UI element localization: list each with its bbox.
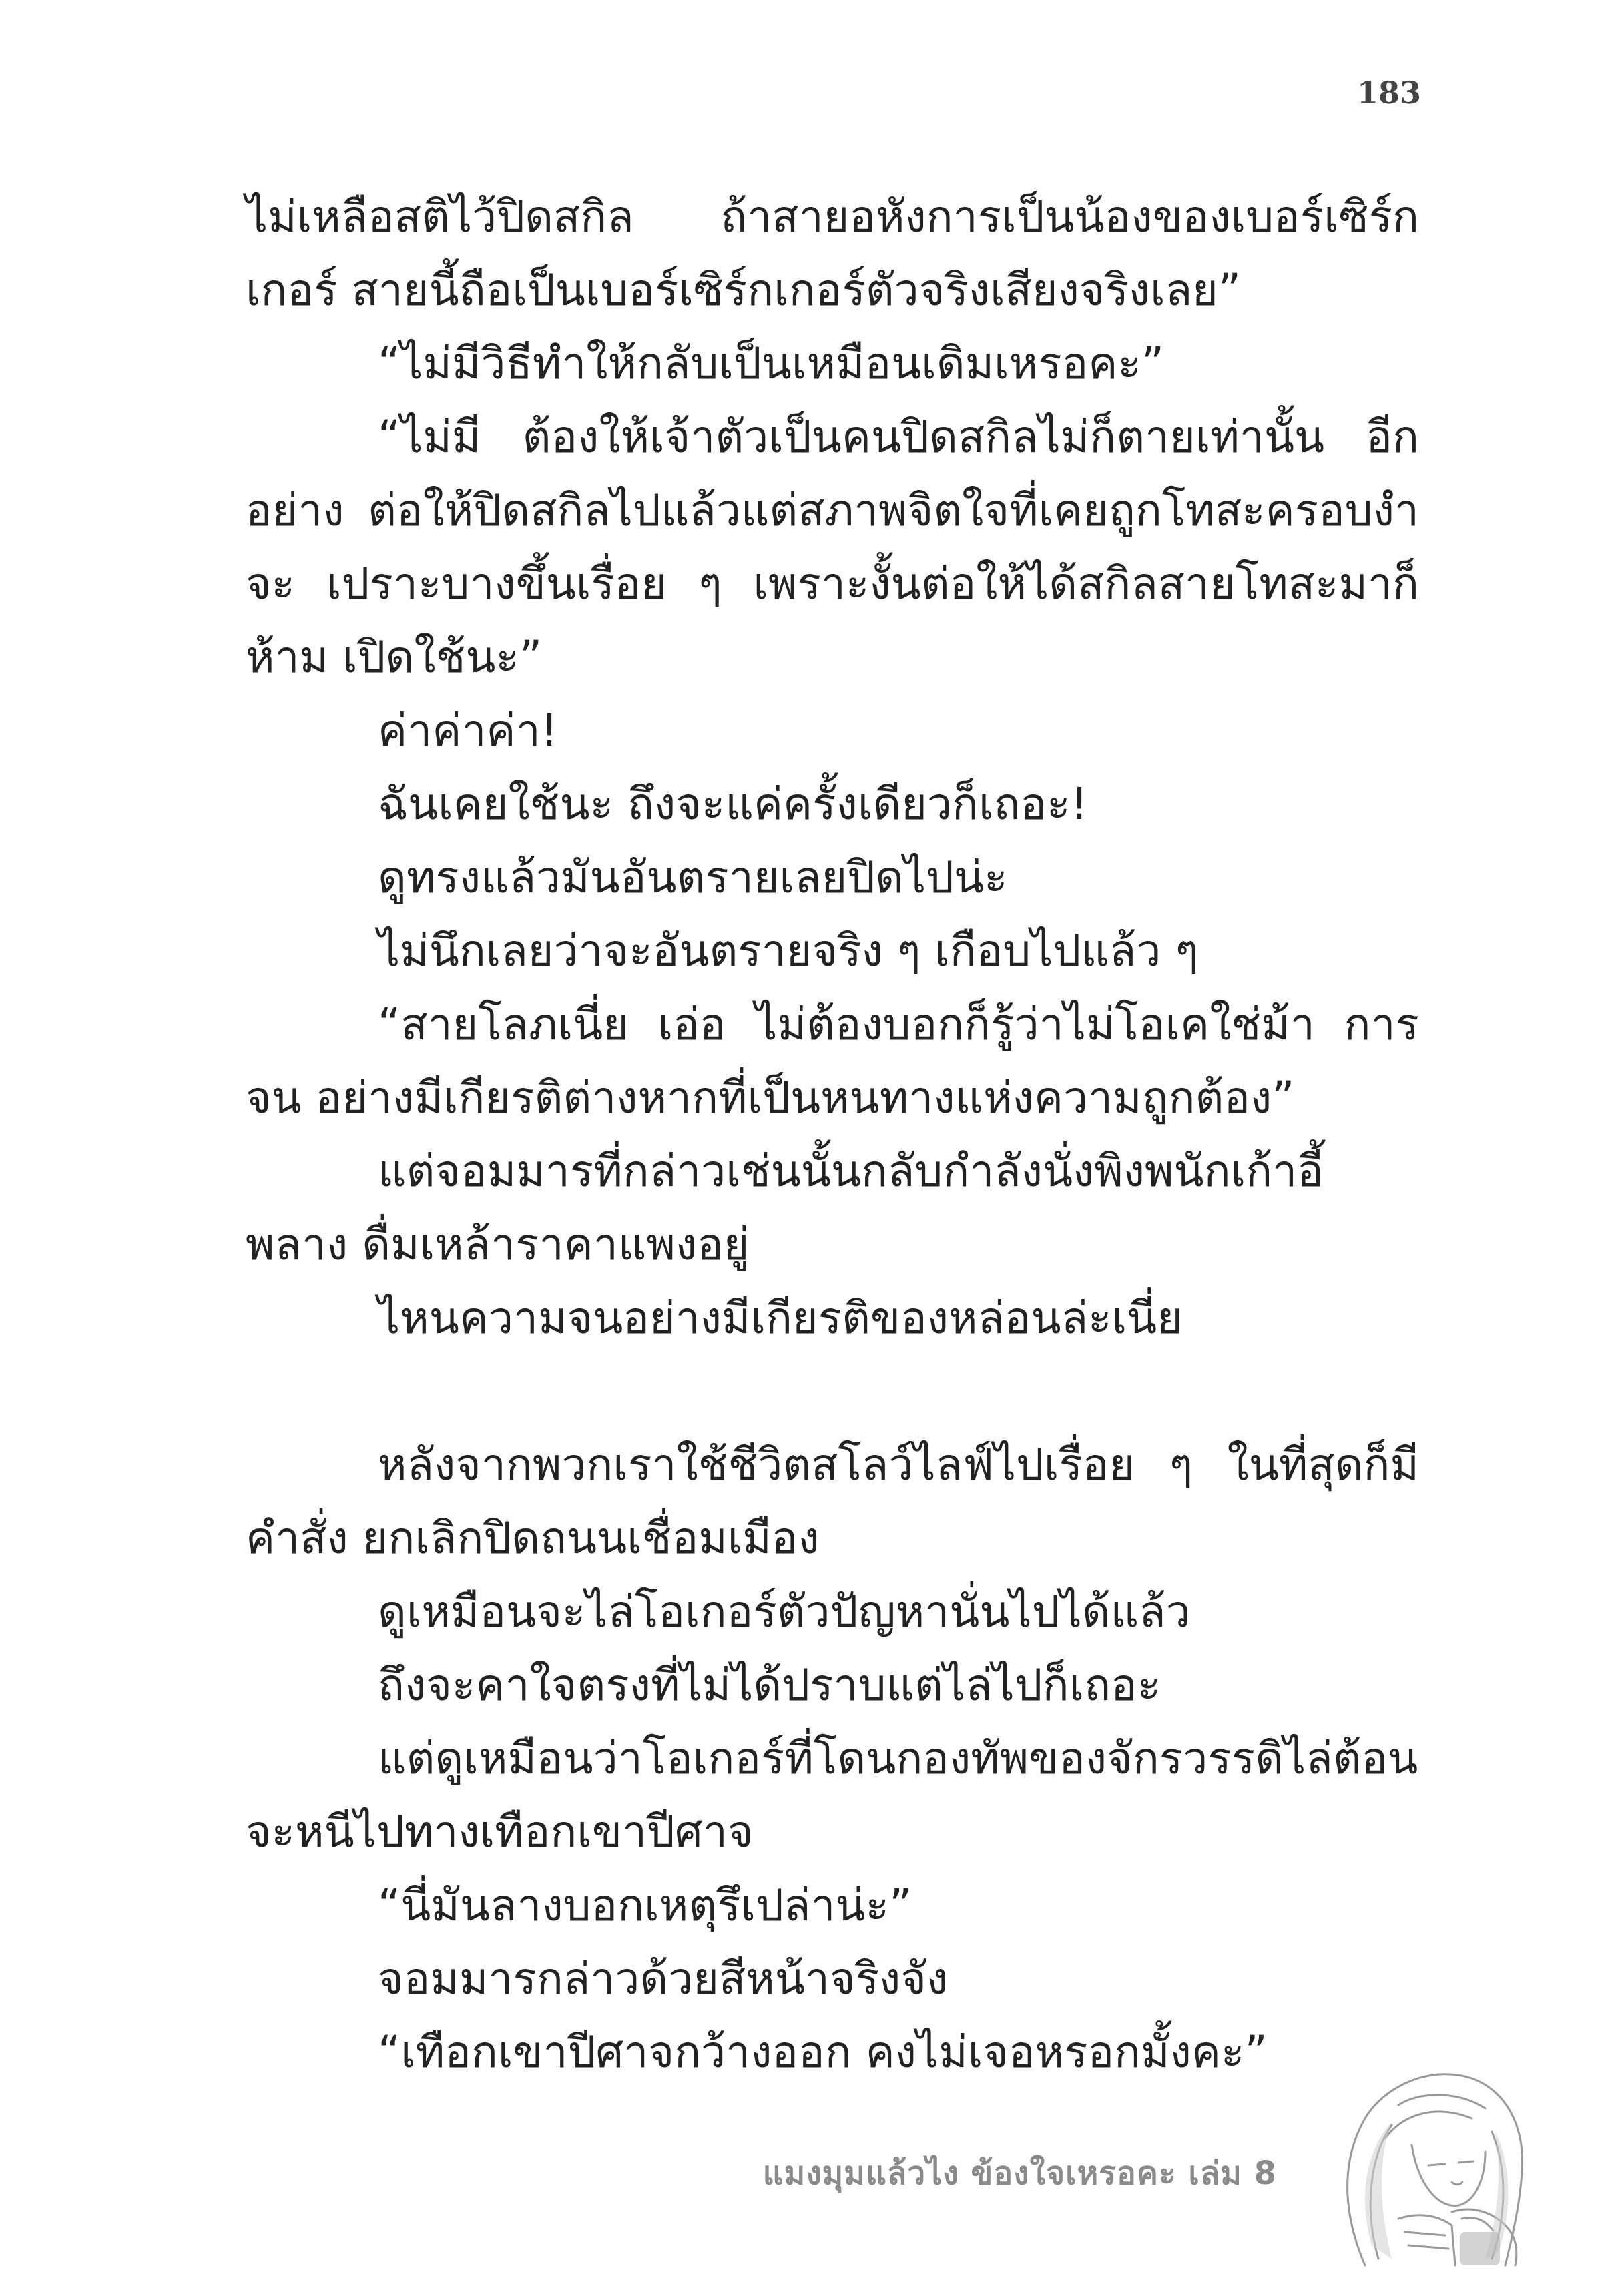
footer-book-title: แมงมุมแล้วไง ข้องใจเหรอคะ เล่ม 8	[762, 2155, 1277, 2192]
paragraph: จอมมารกล่าวด้วยสีหน้าจริงจัง	[378, 1953, 949, 2004]
paragraph: “สายโลภเนี่ย เอ่อ ไม่ต้องบอกก็รู้ว่าไม่โอเคใช่ม้า การจน อย่างมีเกียรติต่างหากที่เป็นหนทางแห่งความถูกต้อง”	[246, 998, 1419, 1123]
paragraph: ไม่นึกเลยว่าจะอันตรายจริง ๆ เกือบไปแล้ว ๆ	[378, 925, 1199, 976]
character-sketch-icon	[1285, 2045, 1572, 2272]
paragraph: “ไม่มีวิธีทำให้กลับเป็นเหมือนเดิมเหรอคะ”	[378, 338, 1165, 389]
paragraph: “เทือกเขาปีศาจกว้างออก คงไม่เจอหรอกมั้งคะ”	[378, 2026, 1268, 2078]
paragraph: ถึงจะคาใจตรงที่ไม่ได้ปราบแต่ไล่ไปก็เถอะ	[378, 1659, 1161, 1711]
paragraph: “นี่มันลางบอกเหตุรึเปล่าน่ะ”	[378, 1880, 912, 1931]
paragraph: ฉันเคยใช้นะ ถึงจะแค่ครั้งเดียวก็เถอะ!	[378, 778, 1089, 830]
page-number: 183	[1356, 75, 1421, 111]
paragraph: หลังจากพวกเราใช้ชีวิตสโลว์ไลฟ์ไปเรื่อย ๆ ในที่สุดก็มีคำสั่ง ยกเลิกปิดถนนเชื่อมเมือง	[246, 1439, 1419, 1564]
paragraph: แต่ดูเหมือนว่าโอเกอร์ที่โดนกองทัพของจักรวรรดิไล่ต้อน จะหนีไปทางเทือกเขาปีศาจ	[246, 1733, 1418, 1857]
paragraph: ค่าค่าค่า!	[378, 705, 559, 756]
paragraph: ดูเหมือนจะไล่โอเกอร์ตัวปัญหานั่นไปได้แล้ว	[378, 1586, 1191, 1637]
paragraph: ดูทรงแล้วมันอันตรายเลยปิดไปน่ะ	[378, 852, 1008, 903]
paragraph: “ไม่มี ต้องให้เจ้าตัวเป็นคนปิดสกิลไม่ก็ตายเท่านั้น อีกอย่าง ต่อให้ปิดสกิลไปแล้วแต่สภาพจิตใจที่เคยถูกโทสะครอบงำจะ เปราะบางขึ้นเรื่อย ๆ เพราะงั้นต่อให้ได้สกิลสายโทสะมาก็ห้าม เปิดใช้นะ”	[246, 411, 1419, 683]
paragraph: ไหนความจนอย่างมีเกียรติของหล่อนล่ะเนี่ย	[378, 1292, 1183, 1344]
scene-break	[246, 1355, 1419, 1428]
paragraph: ไม่เหลือสติไว้ปิดสกิล ถ้าสายอหังการเป็นน้องของเบอร์เซิร์กเกอร์ สายนี้ถือเป็นเบอร์เซิร์กเกอร์ตัวจริงเสียงจริงเลย”	[246, 191, 1419, 316]
body-text	[246, 180, 1419, 2089]
paragraph: แต่จอมมารที่กล่าวเช่นนั้นกลับกำลังนั่งพิงพนักเก้าอี้พลาง ดื่มเหล้าราคาแพงอยู่	[246, 1145, 1324, 1270]
